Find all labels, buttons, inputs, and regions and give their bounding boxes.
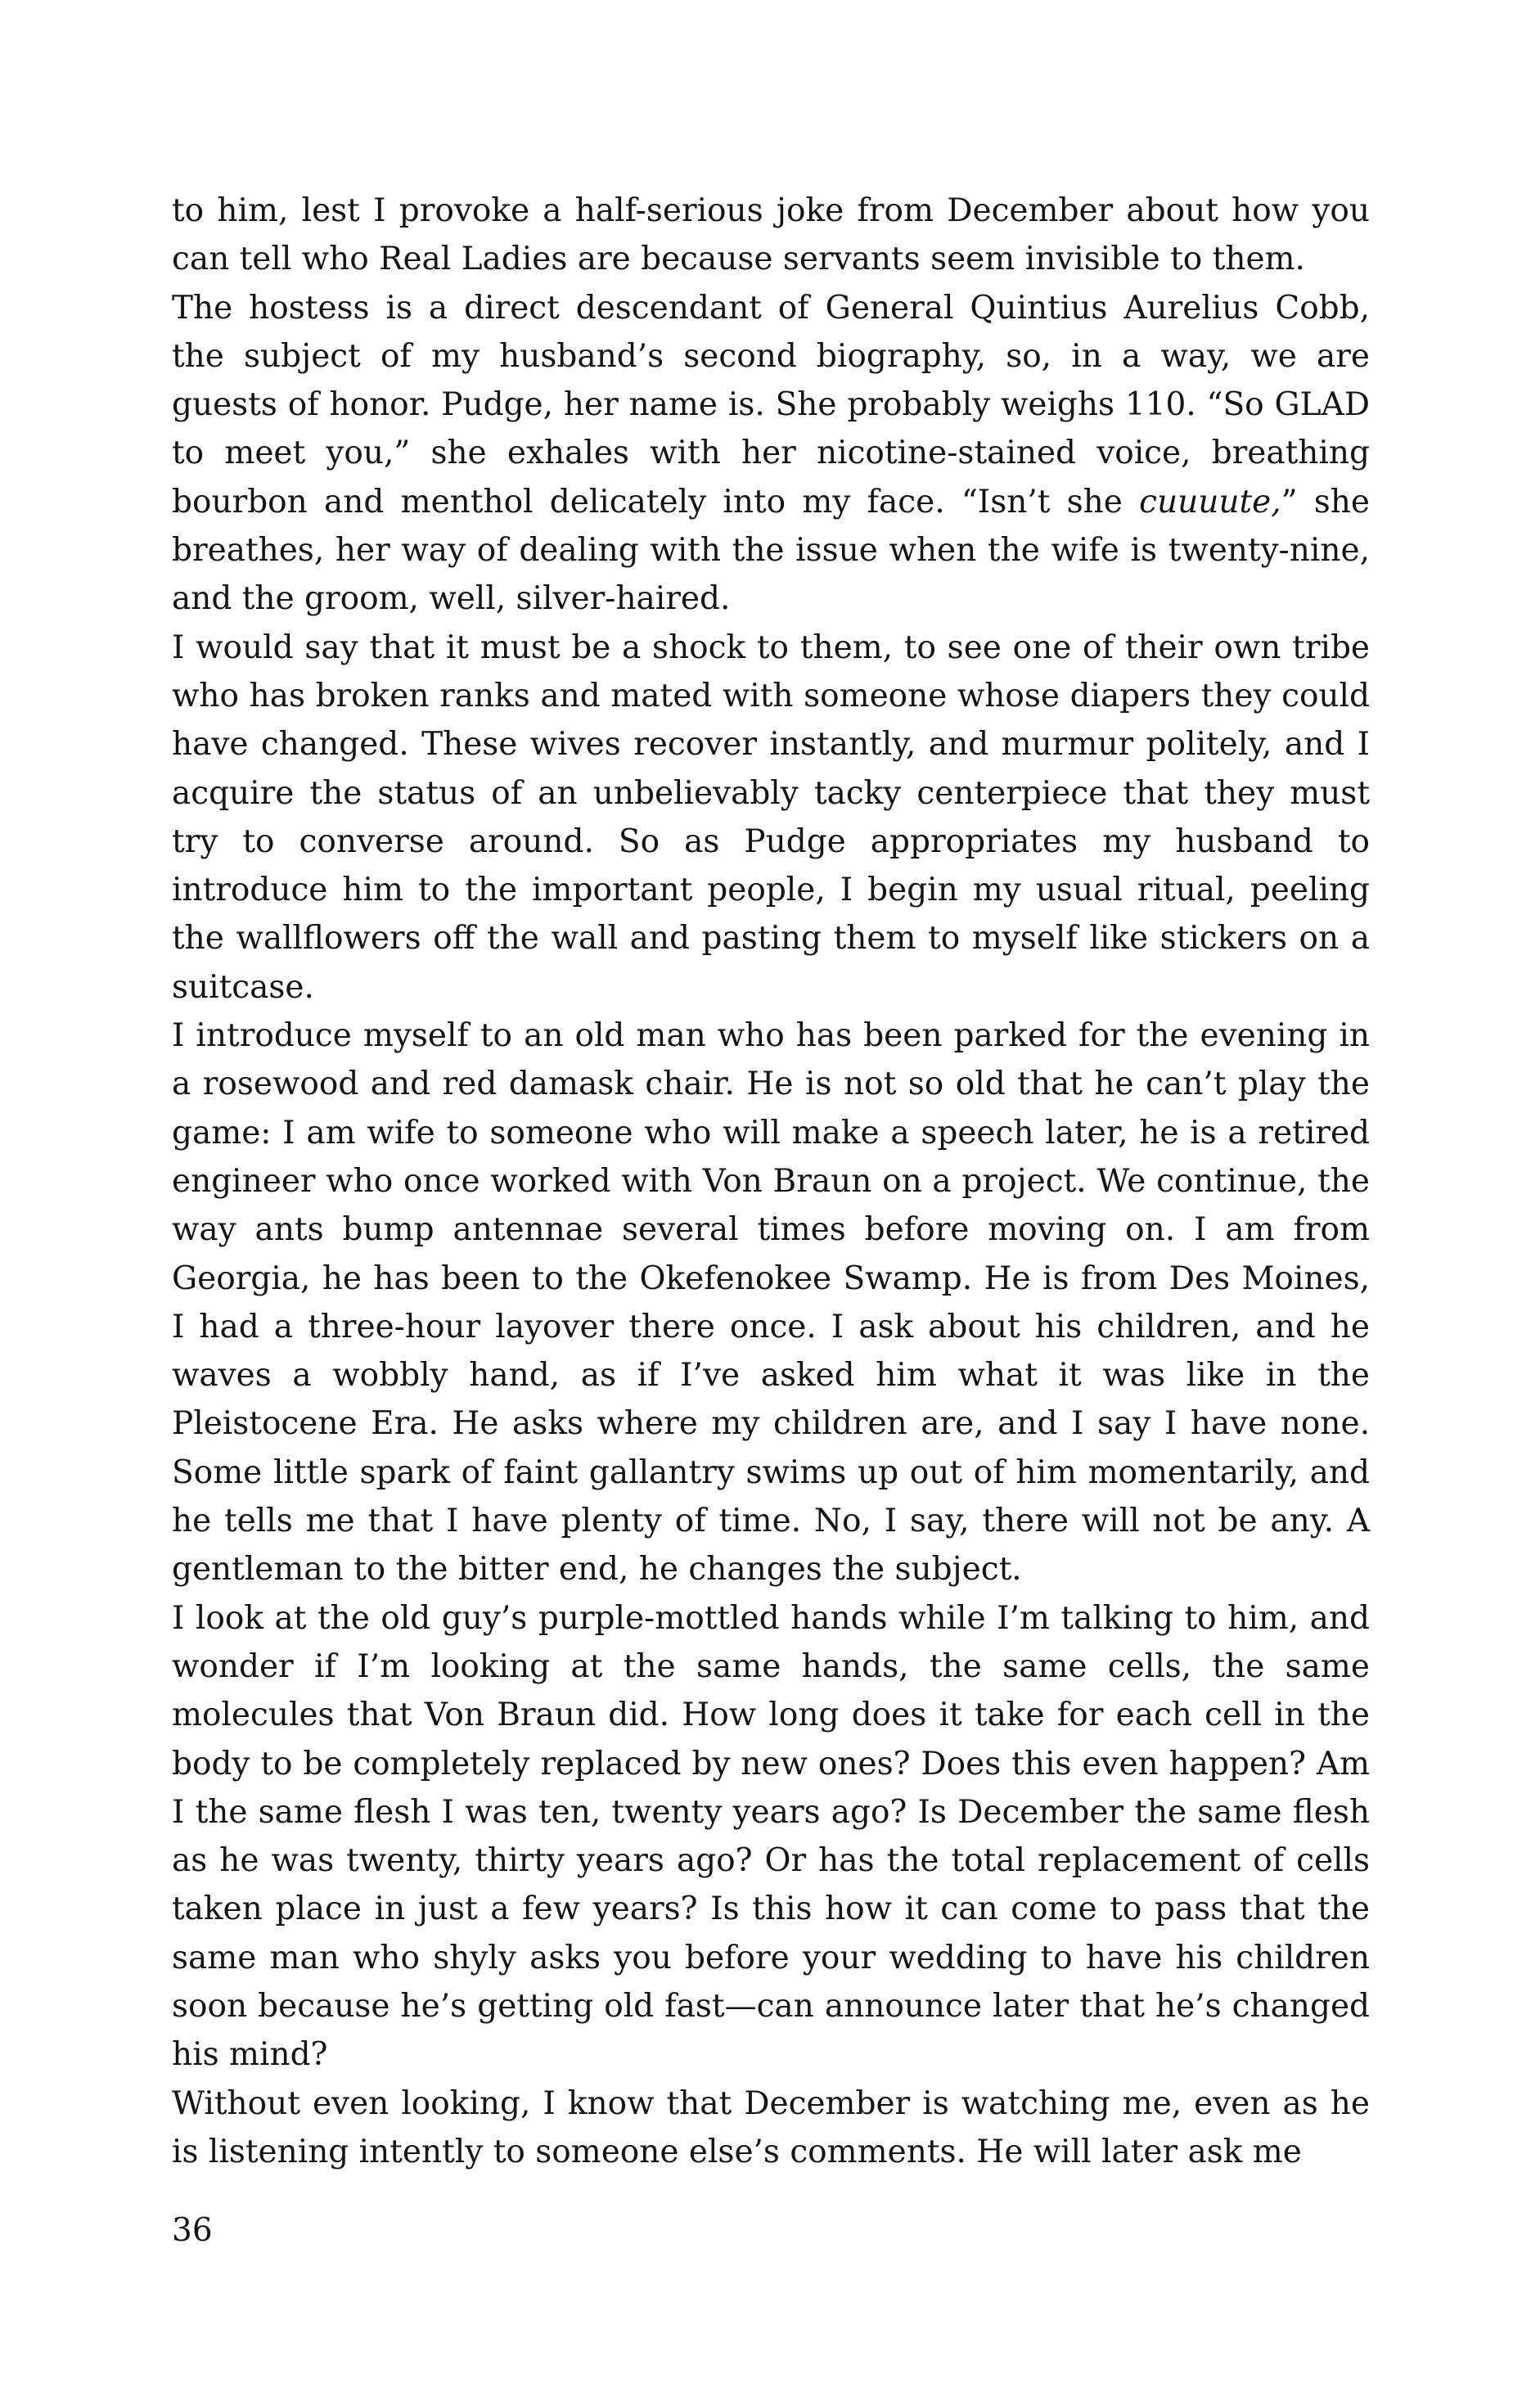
page-number: 36	[172, 2212, 213, 2249]
paragraph-2-start: The hostess is a direct descendant of General Quintius Aurelius Cobb, the subject of my husband’s second biography, so, in a way, we are guests of honor. Pudge, her name is. She probably weighs 110. “So GLAD to meet you,” she exhales with her nicotine-stained voice, breathing bourbon and menthol delicately into my face. “Isn’t she	[172, 289, 1370, 521]
paragraph-2	[172, 284, 1370, 624]
book-page	[172, 187, 1370, 2216]
paragraph-6: Without even looking, I know that December is watching me, even as he is listening intently to someone else’s comments. He will later ask me	[172, 2084, 1370, 2170]
paragraph-5: I look at the old guy’s purple-mottled hands while I’m talking to him, and wonder if I’m looking at the same hands, the same cells, the same molecules that Von Braun did. How long does it take for each cell in the body to be completely replaced by new ones? Does this even happen? Am I the same flesh I was ten, twenty years ago? Is December the same flesh as he was twenty, thirty years ago? Or has the total replacement of cells taken place in just a few years? Is this how it can come to pass that the same man who shyly asks you before your wedding to have his children soon because he’s getting old fast—can announce later that he’s changed his mind?	[172, 1599, 1370, 2074]
paragraph-2-italic: cuuuute,	[1139, 483, 1281, 521]
body-text	[172, 187, 1370, 2176]
paragraph-1: to him, lest I provoke a half-serious joke from December about how you can tell who Real Ladies are because servants seem invisible to them.	[172, 192, 1370, 278]
paragraph-3: I would say that it must be a shock to them, to see one of their own tribe who has broken ranks and mated with someone whose diapers they could have changed. These wives recover instantly, and murmur politely, and I acquire the status of an unbelievably tacky centerpiece that they must try to converse around. So as Pudge appropriates my husband to introduce him to the important people, I begin my usual ritual, peeling the wallflowers off the wall and pasting them to myself like stickers on a suitcase.	[172, 629, 1370, 1006]
paragraph-4: I introduce myself to an old man who has been parked for the evening in a rosewood and red damask chair. He is not so old that he can’t play the game: I am wife to someone who will make a speech later, he is a retired engineer who once worked with Von Braun on a project. We continue, the way ants bump antennae several times before moving on. I am from Georgia, he has been to the Okefenokee Swamp. He is from Des Moines, I had a three-hour layover there once. I ask about his children, and he waves a wobbly hand, as if I’ve asked him what it was like in the Pleistocene Era. He asks where my children are, and I say I have none. Some little spark of faint gallantry swims up out of him momentarily, and he tells me that I have plenty of time. No, I say, there will not be any. A gentleman to the bitter end, he changes the subject.	[172, 1017, 1370, 1589]
paragraph-2-end: ” she breathes, her way of dealing with the issue when the wife is twenty-nine, and the groom, well, silver-haired.	[172, 483, 1371, 618]
